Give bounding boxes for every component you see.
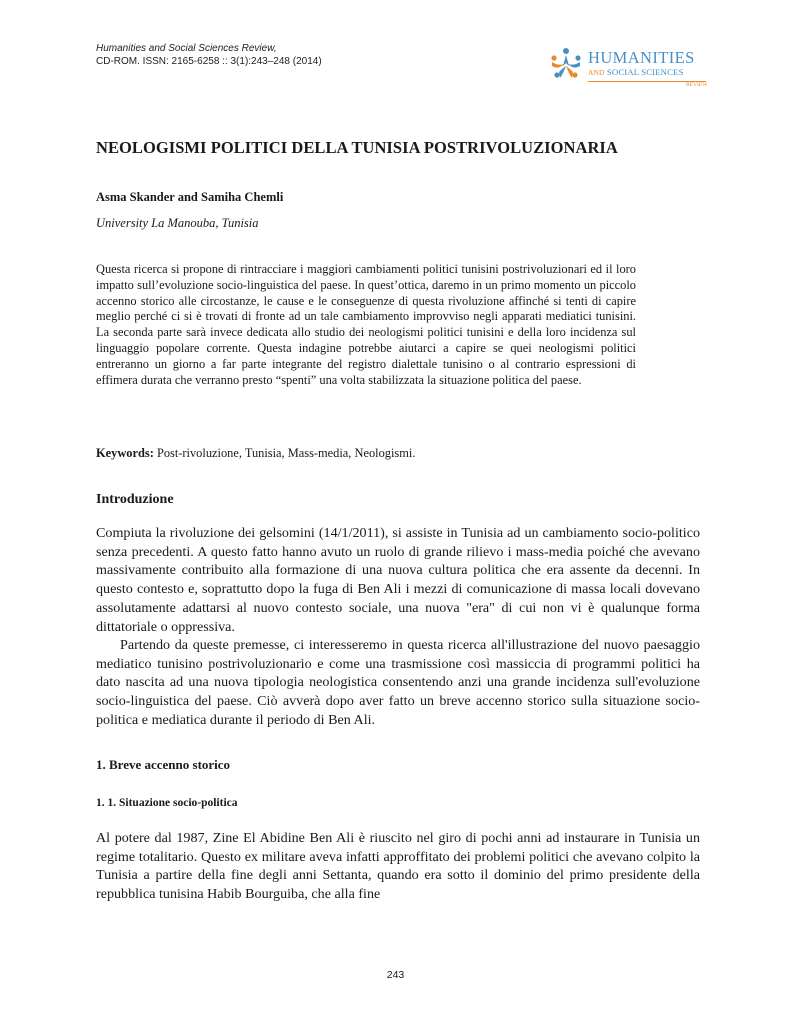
- intro-paragraph-2: Partendo da queste premesse, ci interesseremo in questa ricerca all'illustrazione del nuovo paesaggio mediatico tunisino postrivoluzionario e come una trasmissione così massiccia di programmi politici ha dato nascita ad una nuova tipologia neologistica consentendo anzi una grande incidenza sull'evoluzione socio-linguistica del paese. Ciò avverà dopo aver fatto un breve accenno storico sulla situazione socio-politica e mediatica durante il periodo di Ben Ali.: [96, 637, 700, 728]
- logo-humanities: HUMANITIES: [588, 48, 695, 67]
- journal-issn: CD-ROM. ISSN: 2165-6258 :: 3(1):243–248 (2014): [96, 56, 322, 67]
- logo-and: AND: [588, 68, 605, 77]
- intro-heading: Introduzione: [96, 492, 174, 507]
- journal-title: Humanities and Social Sciences Review,: [96, 43, 277, 54]
- keywords-list: Post-rivoluzione, Tunisia, Mass-media, Neologismi.: [156, 446, 416, 460]
- section-1-1-paragraph-1: Al potere dal 1987, Zine El Abidine Ben Ali è riuscito nel giro di pochi anni ad instaurare in Tunisia un regime totalitario. Questo ex militare aveva infatti approffitato dei problemi politici che avevano colpito la Tunisia a partire della fine degli anni Settanta, quando era sotto il dominio del primo presidente della repubblica tunisina Habib Bourguiba, che alla fine: [96, 830, 700, 903]
- abstract: Questa ricerca si propone di rintracciare i maggiori cambiamenti politici tunisini postrivoluzionari ed il loro impatto sull’evoluzione socio-linguistica del paese. In quest’ottica, daremo in un primo momento un piccolo accenno storico alle circostanze, le cause e le conseguenze di questa rivoluzione affinché si tenti di capire meglio perché ci si è trovati di fronte ad un tale cambiamento improvviso negli apparati mediatici tunisini. La seconda parte sarà invece dedicata allo studio dei neologismi politici tunisini e della loro incidenza sul linguaggio popolare corrente. Questa indagine potrebbe aiutarci a capire se quei neologismi politici entreranno un giorno a far parte integrante del registro dialettale tunisino o al contrario espressioni di effimera durata che verranno presto “spenti” una volta stabilizzata la situazione politica del paese.: [96, 262, 636, 387]
- keywords: [96, 446, 415, 461]
- section-1-1-heading: 1. 1. Situazione socio-politica: [96, 797, 238, 809]
- intro-paragraph-1: Compiuta la rivoluzione dei gelsomini (14/1/2011), si assiste in Tunisia ad un cambiamento socio-politico senza precedenti. A questo fatto hanno avuto un ruolo di grande rilievo i mass-media poiché che avevano massivamente contribuito alla formazione di una nuova cultura politica che era assente da decenni. In questo contesto e, soprattutto dopo la fuga di Ben Ali i mezzi di comunicazione di massa locali dovevano assolutamente adattarsi al nuovo contesto sociale, una nuova "era" di cui non vi è qualunque forma dittatoriale o oppressiva.: [96, 525, 700, 635]
- logo-social-sciences: [588, 67, 684, 77]
- journal-header: [96, 42, 396, 68]
- article-authors: Asma Skander and Samiha Chemli: [96, 190, 284, 204]
- people-circle-icon: [546, 44, 586, 84]
- section-1-heading: 1. Breve accenno storico: [96, 757, 231, 772]
- logo-review: REVIEW: [686, 82, 708, 88]
- keywords-label: Keywords:: [96, 446, 154, 460]
- article-affiliation: University La Manouba, Tunisia: [96, 216, 259, 230]
- article-title: NEOLOGISMI POLITICI DELLA TUNISIA POSTRIVOLUZIONARIA: [96, 138, 618, 157]
- journal-logo: [546, 44, 706, 90]
- page-number: 243: [386, 969, 405, 981]
- logo-social-sciences-text: SOCIAL SCIENCES: [606, 67, 684, 77]
